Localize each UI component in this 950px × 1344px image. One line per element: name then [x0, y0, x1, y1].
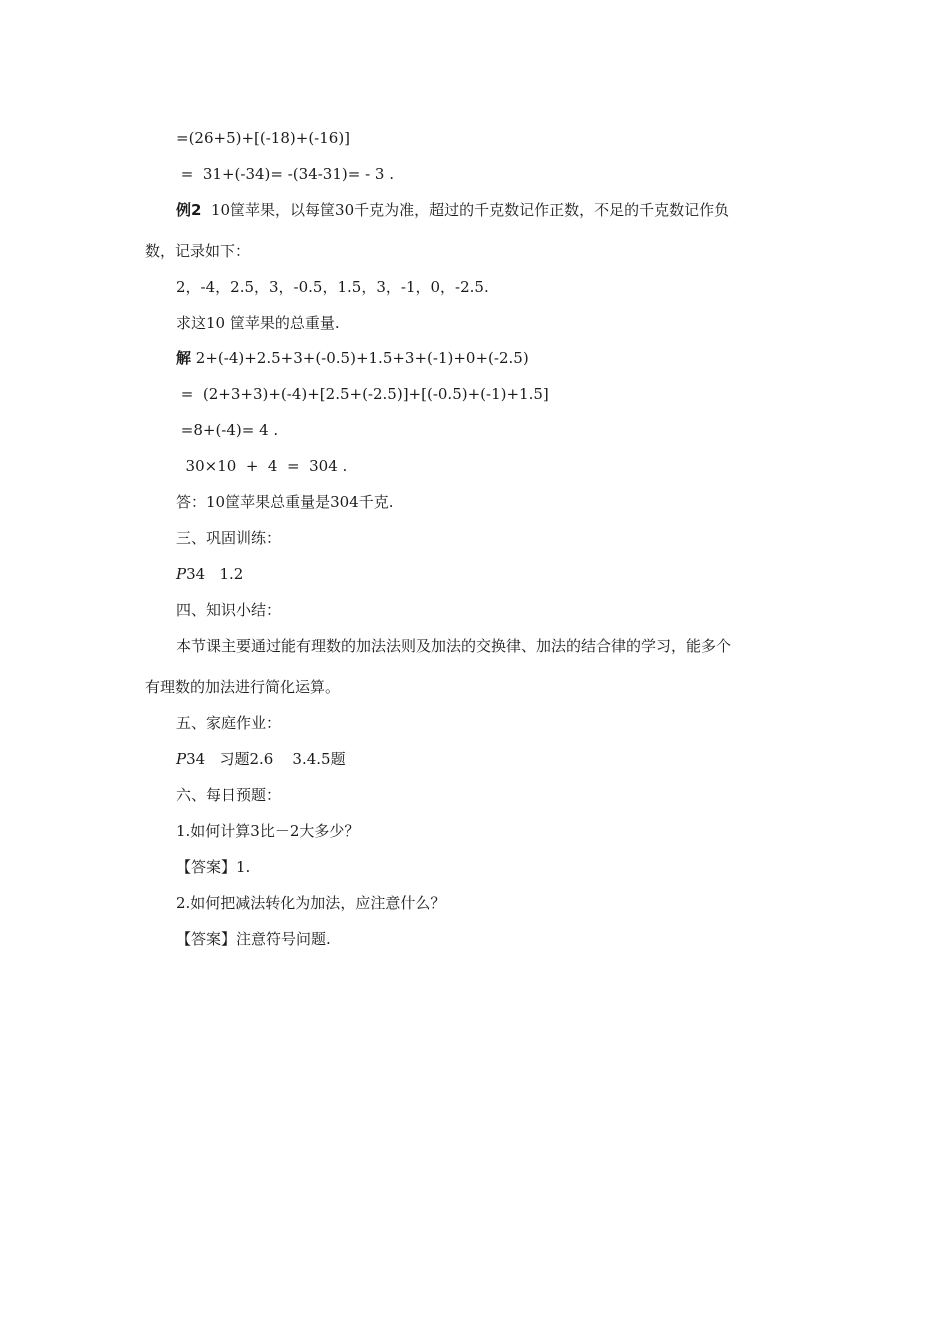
- solution-line-1: [176, 348, 529, 368]
- summary-line-2: 有理数的加法进行简化运算。: [145, 678, 341, 696]
- homework-ref: 34 习题2.6 3.4.5题: [186, 750, 346, 768]
- example-2-intro: [176, 200, 729, 220]
- section-4-heading: 四、知识小结：: [176, 601, 282, 619]
- section-6-heading: 六、每日预题：: [176, 786, 282, 804]
- preview-answer-2: 【答案】注意符号问题.: [176, 930, 331, 948]
- preview-question-1: 1.如何计算3比－2大多少？: [176, 822, 360, 840]
- question-line: 求这10 筐苹果的总重量.: [176, 314, 340, 332]
- section-5-heading: 五、家庭作业：: [176, 714, 282, 732]
- equation-line-1: =(26+5)+[(-18)+(-16)]: [176, 129, 351, 147]
- page-prefix: P: [176, 750, 187, 768]
- example-2-label: 例2: [176, 201, 202, 219]
- example-2-text: 10筐苹果，以每筐30千克为准，超过的千克数记作正数，不足的千克数记作负: [201, 201, 730, 219]
- answer-line: 答：10筐苹果总重量是304千克.: [176, 493, 394, 511]
- solution-line-3: =8+(-4)= 4 .: [176, 421, 279, 439]
- page-prefix: P: [176, 565, 187, 583]
- data-row: 2，-4，2.5，3，-0.5，1.5，3，-1，0，-2.5.: [176, 278, 489, 296]
- solution-line-4: 30×10 + 4 = 304 .: [176, 457, 348, 475]
- page-ref: 34 1.2: [186, 565, 244, 583]
- example-2-text-cont: 数，记录如下：: [145, 242, 251, 260]
- preview-question-2: 2.如何把减法转化为加法，应注意什么？: [176, 894, 446, 912]
- solution-expression: 2+(-4)+2.5+3+(-0.5)+1.5+3+(-1)+0+(-2.5): [191, 349, 529, 367]
- preview-answer-1: 【答案】1.: [176, 858, 251, 876]
- solution-line-2: = (2+3+3)+(-4)+[2.5+(-2.5)]+[(-0.5)+(-1)+1.5]: [176, 385, 549, 403]
- equation-line-2: = 31+(-34)= -(34-31)= - 3 .: [176, 165, 394, 183]
- summary-line-1: 本节课主要通过能有理数的加法法则及加法的交换律、加法的结合律的学习，能多个: [176, 637, 732, 655]
- section-3-heading: 三、巩固训练：: [176, 529, 282, 547]
- solution-label: 解: [176, 349, 192, 367]
- section-5-content: [176, 749, 346, 769]
- section-3-content: [176, 564, 243, 584]
